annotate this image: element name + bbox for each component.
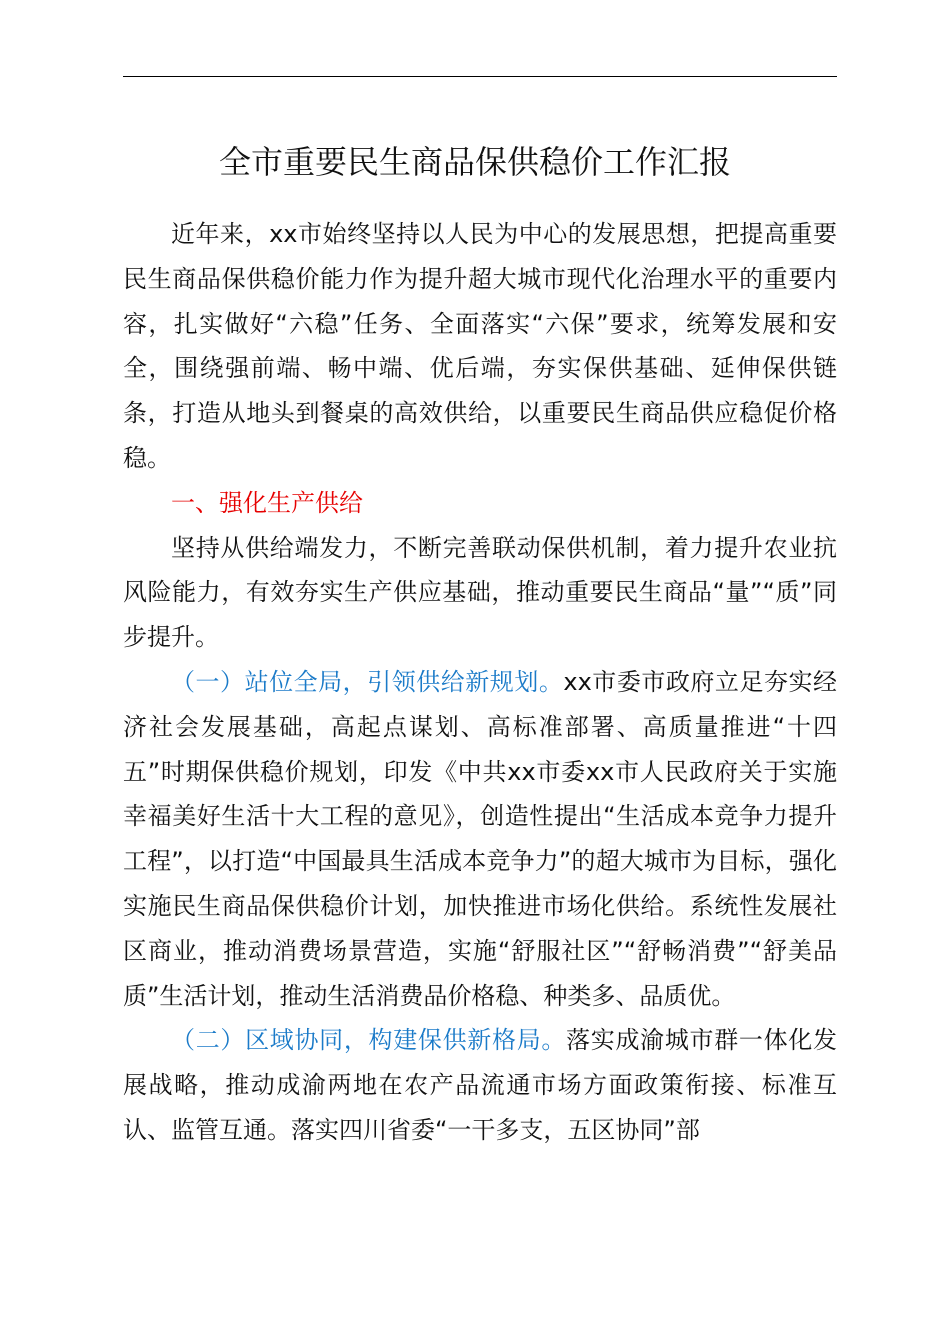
- subsection-heading-1: （一）站位全局，引领供给新规划。: [171, 667, 564, 696]
- document-body: [123, 212, 837, 1153]
- subsection-1-paragraph: [123, 660, 837, 1018]
- header-rule: [123, 76, 837, 77]
- section-heading-1: 一、强化生产供给: [171, 488, 363, 517]
- intro-paragraph: 近年来，xx市始终坚持以人民为中心的发展思想，把提高重要民生商品保供稳价能力作为提升超大城市现代化治理水平的重要内容，扎实做好“六稳”任务、全面落实“六保”要求，统筹发展和安全，围绕强前端、畅中端、优后端，夯实保供基础、延伸保供链条，打造从地头到餐桌的高效供给，以重要民生商品供应稳促价格稳。: [123, 220, 837, 472]
- section-1-paragraph: 坚持从供给端发力，不断完善联动保供机制，着力提升农业抗风险能力，有效夯实生产供应基础，推动重要民生商品“量”“质”同步提升。: [123, 533, 837, 652]
- subsection-heading-2: （二）区域协同，构建保供新格局。: [171, 1026, 567, 1055]
- subsection-2-paragraph: [123, 1018, 837, 1152]
- subsection-1-text: xx市委市政府立足夯实经济社会发展基础，高起点谋划、高标准部署、高质量推进“十四五”时期保供稳价规划，印发《中共xx市委xx市人民政府关于实施幸福美好生活十大工程的意见》，创造性提出“生活成本竞争力提升工程”，以打造“中国最具生活成本竞争力”的超大城市为目标，强化实施民生商品保供稳价计划，加快推进市场化供给。系统性发展社区商业，推动消费场景营造，实施“舒服社区”“舒畅消费”“舒美品质”生活计划，推动生活消费品价格稳、种类多、品质优。: [123, 667, 838, 1010]
- document-title: 全市重要民生商品保供稳价工作汇报: [218, 143, 731, 181]
- subsection-2-text: 落实成渝城市群一体化发展战略，推动成渝两地在农产品流通市场方面政策衔接、标准互认、监管互通。落实四川省委“一干多支，五区协同”部: [123, 1026, 838, 1144]
